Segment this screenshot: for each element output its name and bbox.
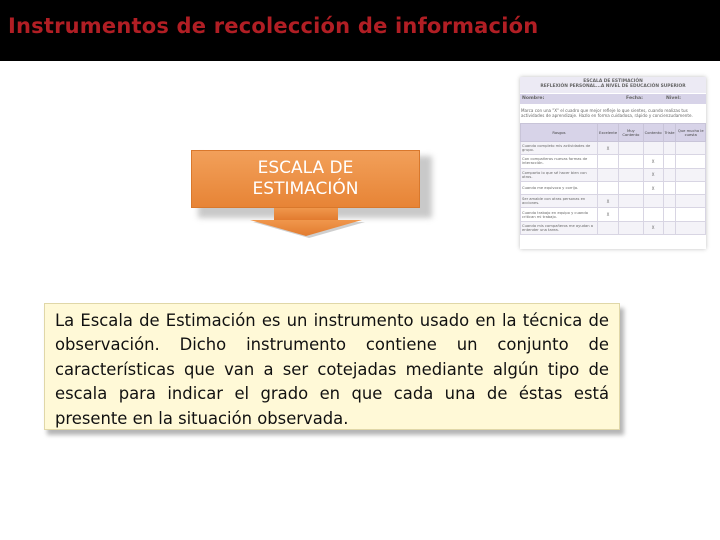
thumbnail-instructions: Marca con una "X" el cuadro que mejor refleje lo que sientes, cuando realizas tus actividades de aprendizaje. Hazlo en forma cuidadosa, rápido y concienzudamente. — [521, 108, 693, 118]
thumbnail-mark-cell: X — [643, 181, 663, 194]
thumbnail-mark-cell — [619, 181, 644, 194]
thumbnail-mark-cell: X — [598, 208, 619, 221]
thumbnail-table-row — [521, 142, 706, 155]
thumbnail-mark-cell — [676, 155, 706, 168]
thumbnail-mark-cell — [619, 195, 644, 208]
thumbnail-mark-cell — [676, 221, 706, 234]
thumbnail-mark-cell — [598, 181, 619, 194]
thumbnail-mark-cell — [619, 221, 644, 234]
thumbnail-mark-cell — [598, 221, 619, 234]
thumbnail-table-row — [521, 181, 706, 194]
thumbnail-mark-cell — [663, 155, 676, 168]
thumbnail-row-label: Comparto lo que sé hacer bien con otros. — [521, 168, 598, 181]
thumbnail-mark-cell — [619, 142, 644, 155]
thumbnail-nivel: Nivel: — [666, 96, 681, 101]
thumbnail-heading-1: ESCALA DE ESTIMACIÓN — [583, 79, 643, 84]
thumbnail-row-label: Ser amable con otras personas en acciones. — [521, 195, 598, 208]
thumbnail-mark-cell — [643, 142, 663, 155]
thumbnail-table-row — [521, 208, 706, 221]
description-text: La Escala de Estimación es un instrumento usado en la técnica de observación. Dicho instrumento contiene un conjunto de características que van a ser cotejadas mediante algún tipo de escala para indicar el grado en que cada una de éstas está presente en la situación observada. — [55, 311, 609, 428]
thumbnail-mark-cell — [663, 208, 676, 221]
thumbnail-heading — [520, 77, 706, 93]
document-thumbnail — [520, 77, 706, 249]
thumbnail-mark-cell: X — [598, 142, 619, 155]
thumbnail-mark-cell — [643, 195, 663, 208]
thumbnail-nombre: Nombre: — [522, 96, 545, 101]
thumbnail-table — [520, 123, 706, 235]
thumbnail-column-header: Rasgos — [521, 124, 598, 142]
thumbnail-heading-2: REFLEXIÓN PERSONAL...A NIVEL DE EDUCACIÓN SUPERIOR — [540, 84, 686, 89]
thumbnail-row-label: Cuando me equivoco y corrijo. — [521, 181, 598, 194]
thumbnail-mark-cell — [663, 142, 676, 155]
thumbnail-column-header: Contento — [643, 124, 663, 142]
thumbnail-mark-cell — [676, 181, 706, 194]
thumbnail-mark-cell — [676, 208, 706, 221]
thumbnail-table-row — [521, 168, 706, 181]
callout-line-1: ESCALA DE — [257, 158, 354, 178]
thumbnail-mark-cell — [663, 195, 676, 208]
thumbnail-table-row — [521, 195, 706, 208]
title-bar — [0, 0, 720, 61]
thumbnail-mark-cell — [619, 168, 644, 181]
description-box — [44, 303, 620, 430]
thumbnail-mark-cell — [598, 168, 619, 181]
thumbnail-row-label: Cuando completo mis actividades de grupo. — [521, 142, 598, 155]
thumbnail-mark-cell: X — [643, 168, 663, 181]
thumbnail-mark-cell — [619, 155, 644, 168]
thumbnail-mark-cell — [663, 221, 676, 234]
callout-label — [192, 158, 419, 200]
thumbnail-row-label: Cuando trabajo en equipo y cuando critican mi trabajo. — [521, 208, 598, 221]
thumbnail-row-label: Con compañeros nuevas formas de interacción. — [521, 155, 598, 168]
thumbnail-table-row — [521, 221, 706, 234]
thumbnail-mark-cell — [663, 168, 676, 181]
callout-line-2: ESTIMACIÓN — [252, 179, 359, 199]
thumbnail-mark-cell — [643, 208, 663, 221]
callout-arrow-icon — [246, 208, 366, 238]
thumbnail-mark-cell — [676, 195, 706, 208]
thumbnail-column-header: Muy Contento — [619, 124, 644, 142]
thumbnail-fecha: Fecha: — [626, 96, 643, 101]
thumbnail-mark-cell: X — [643, 155, 663, 168]
thumbnail-table-row — [521, 155, 706, 168]
thumbnail-mark-cell: X — [643, 221, 663, 234]
thumbnail-mark-cell — [619, 208, 644, 221]
thumbnail-column-header: Excelente — [598, 124, 619, 142]
slide-title: Instrumentos de recolección de información — [8, 14, 539, 38]
callout-box — [191, 150, 420, 208]
thumbnail-mark-cell: X — [598, 195, 619, 208]
thumbnail-column-header: Triste — [663, 124, 676, 142]
thumbnail-mark-cell — [598, 155, 619, 168]
thumbnail-mark-cell — [676, 142, 706, 155]
thumbnail-column-header: Que mucho le cuesta — [676, 124, 706, 142]
thumbnail-info-row — [520, 94, 706, 104]
thumbnail-mark-cell — [676, 168, 706, 181]
thumbnail-mark-cell — [663, 181, 676, 194]
thumbnail-row-label: Cuando mis compañeros me ayudan a entender una tarea. — [521, 221, 598, 234]
